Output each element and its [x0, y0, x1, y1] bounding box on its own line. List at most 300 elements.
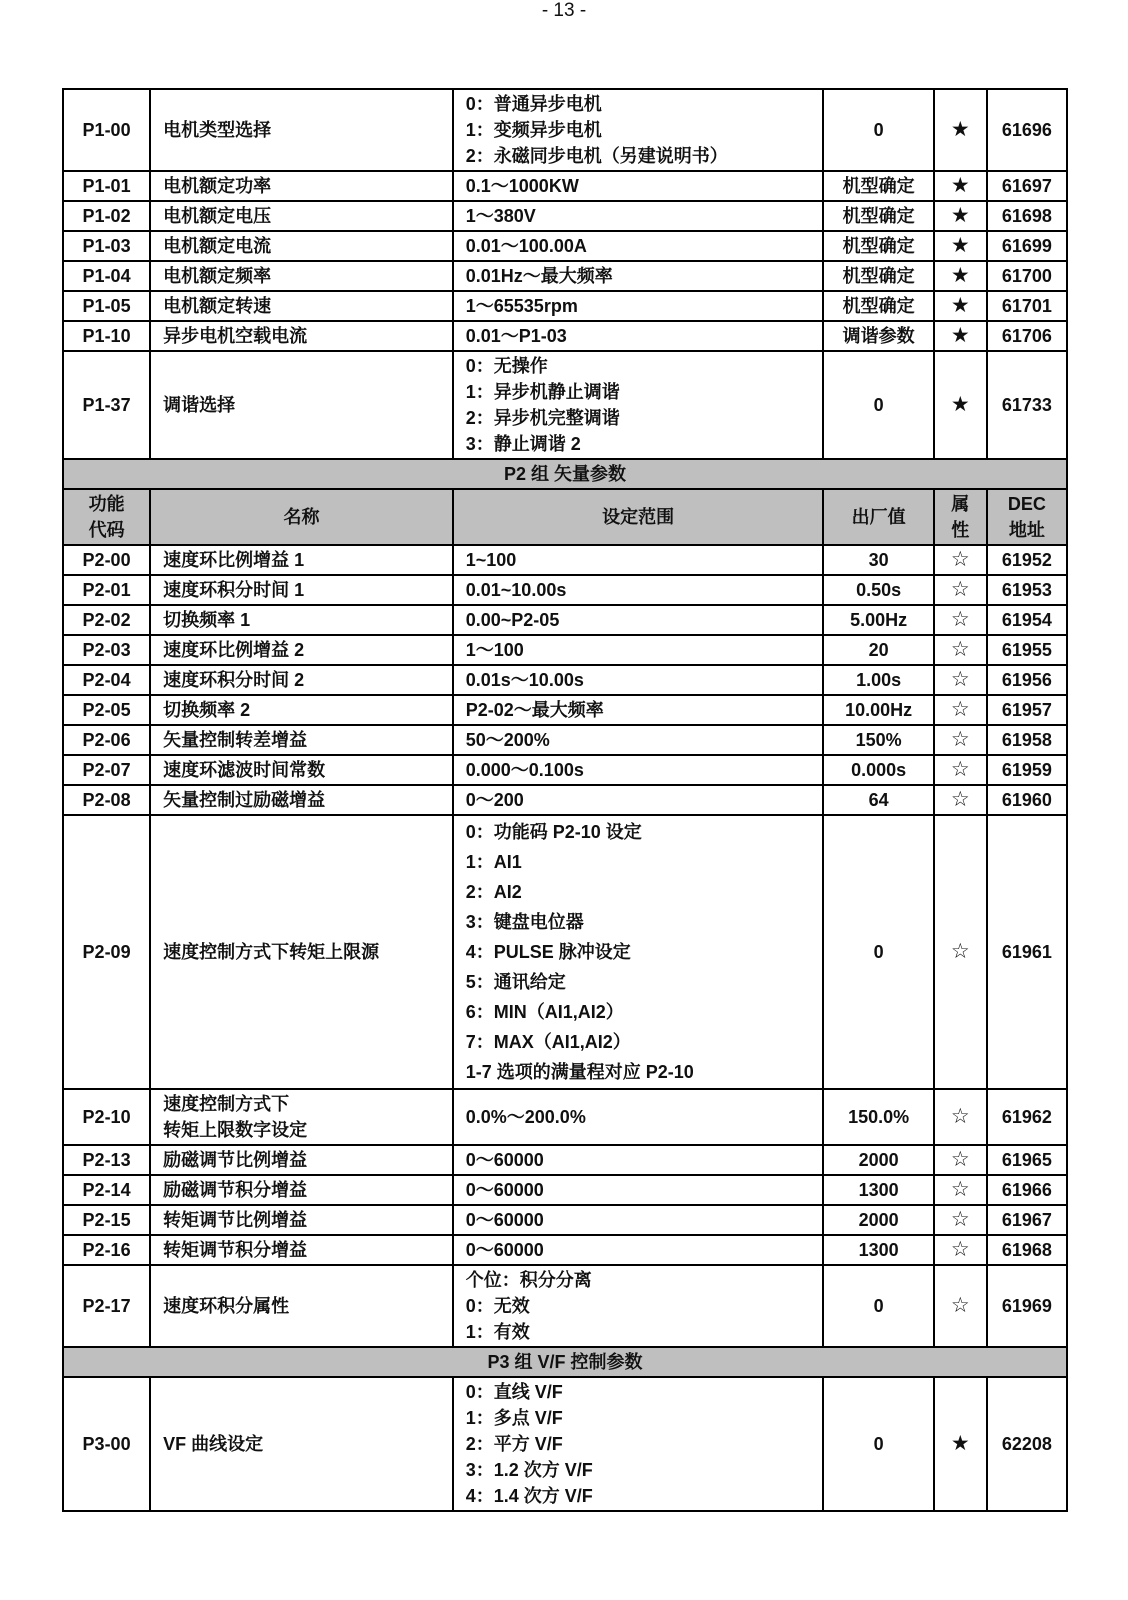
open-star-icon: ☆	[950, 1238, 970, 1261]
cell-range-text: 0～60000	[465, 1180, 544, 1200]
cell-name-text: 速度环积分时间 2	[163, 670, 305, 690]
cell-code-text: P2-03	[82, 640, 131, 660]
cell-code	[64, 606, 149, 634]
cell-range-text: 个位：积分分离	[465, 1270, 592, 1290]
cell-addr-text: 61957	[1001, 700, 1052, 720]
cell-range	[452, 1146, 823, 1174]
cell-addr	[986, 232, 1066, 260]
cell-range	[452, 1206, 823, 1234]
cell-default	[822, 232, 932, 260]
cell-code	[64, 1090, 149, 1144]
cell-addr	[986, 262, 1066, 290]
cell-name-text: 速度环积分时间 1	[163, 580, 305, 600]
cell-attr	[933, 1146, 986, 1174]
cell-addr-text: 62208	[1001, 1434, 1052, 1454]
cell-range-text: 0.01Hz～最大频率	[465, 266, 613, 286]
table-row-P2-02	[64, 606, 1066, 636]
cell-addr-text: 61962	[1001, 1107, 1052, 1127]
cell-name-text: 电机额定电流	[163, 236, 272, 256]
column-header-text: 性	[951, 520, 970, 540]
cell-name-text: 速度环比例增益 1	[163, 550, 305, 570]
cell-default-text: 机型确定	[842, 206, 915, 226]
cell-addr-text: 61956	[1001, 670, 1052, 690]
cell-code	[64, 1378, 149, 1510]
cell-range	[452, 1266, 823, 1346]
cell-addr-text: 61701	[1001, 296, 1052, 316]
cell-range-text: 5：通讯给定	[465, 972, 566, 992]
cell-range-text: 0～60000	[465, 1210, 544, 1230]
cell-range-text: 50～200%	[465, 730, 550, 750]
cell-addr-text: 61697	[1001, 176, 1052, 196]
cell-addr	[986, 172, 1066, 200]
cell-default-text: 机型确定	[842, 296, 915, 316]
cell-default-text: 0	[873, 120, 884, 140]
cell-name	[149, 1206, 452, 1234]
cell-addr	[986, 546, 1066, 574]
open-star-icon: ☆	[950, 548, 970, 571]
cell-range	[452, 172, 823, 200]
cell-attr	[933, 1090, 986, 1144]
cell-attr	[933, 322, 986, 350]
cell-code-text: P2-02	[82, 610, 131, 630]
cell-range-text: 0：无效	[465, 1296, 530, 1316]
cell-name-text: 速度环比例增益 2	[163, 640, 305, 660]
filled-star-icon: ★	[950, 393, 970, 416]
cell-addr	[986, 1206, 1066, 1234]
cell-range-text: 6：MIN（AI1,AI2）	[465, 1002, 624, 1022]
filled-star-icon: ★	[950, 1432, 970, 1455]
cell-range-text: 0.01～P1-03	[465, 326, 567, 346]
cell-addr	[986, 606, 1066, 634]
cell-addr	[986, 756, 1066, 784]
cell-range	[452, 90, 823, 170]
column-header-text: 功能	[88, 494, 125, 514]
cell-addr-text: 61969	[1001, 1296, 1052, 1316]
cell-code-text: P2-17	[82, 1296, 131, 1316]
cell-default	[822, 292, 932, 320]
table-row-P1-01	[64, 172, 1066, 202]
table-row-P2-10	[64, 1090, 1066, 1146]
table-row-P1-03	[64, 232, 1066, 262]
cell-code-text: P1-02	[82, 206, 131, 226]
cell-addr	[986, 1236, 1066, 1264]
table-row-P2-09	[64, 816, 1066, 1090]
cell-code	[64, 786, 149, 814]
cell-attr	[933, 546, 986, 574]
cell-default	[822, 726, 932, 754]
column-header-text: 设定范围	[602, 507, 675, 527]
open-star-icon: ☆	[950, 1208, 970, 1231]
cell-code-text: P1-03	[82, 236, 131, 256]
filled-star-icon: ★	[950, 294, 970, 317]
cell-range-text: 0：普通异步电机	[465, 94, 602, 114]
cell-code	[64, 726, 149, 754]
filled-star-icon: ★	[950, 204, 970, 227]
table-row-P2-08	[64, 786, 1066, 816]
cell-default	[822, 1206, 932, 1234]
cell-range-text: 1：有效	[465, 1322, 530, 1342]
cell-attr	[933, 172, 986, 200]
cell-default-text: 10.00Hz	[845, 700, 913, 720]
cell-name-text: 矢量控制过励磁增益	[163, 790, 326, 810]
cell-addr-text: 61696	[1001, 120, 1052, 140]
cell-addr	[986, 816, 1066, 1088]
column-header-name	[149, 490, 452, 544]
filled-star-icon: ★	[950, 118, 970, 141]
cell-name	[149, 636, 452, 664]
open-star-icon: ☆	[950, 1148, 970, 1171]
cell-name	[149, 322, 452, 350]
table-row-P2-03	[64, 636, 1066, 666]
cell-range-text: 4：1.4 次方 V/F	[465, 1486, 593, 1506]
cell-name	[149, 546, 452, 574]
cell-code	[64, 352, 149, 458]
cell-default	[822, 1146, 932, 1174]
table-row-P2-14	[64, 1176, 1066, 1206]
cell-addr-text: 61953	[1001, 580, 1052, 600]
table-row-P2-05	[64, 696, 1066, 726]
cell-range-text: 0.01～100.00A	[465, 236, 587, 256]
cell-default-text: 0	[873, 1434, 884, 1454]
cell-name	[149, 232, 452, 260]
cell-attr	[933, 636, 986, 664]
cell-attr	[933, 726, 986, 754]
cell-range	[452, 1236, 823, 1264]
cell-range-text: 0.01s～10.00s	[465, 670, 584, 690]
cell-range-text: 1～380V	[465, 206, 536, 226]
cell-code	[64, 90, 149, 170]
cell-default	[822, 172, 932, 200]
cell-default-text: 机型确定	[842, 236, 915, 256]
cell-range	[452, 262, 823, 290]
cell-name	[149, 1378, 452, 1510]
open-star-icon: ☆	[950, 758, 970, 781]
cell-attr	[933, 232, 986, 260]
open-star-icon: ☆	[950, 638, 970, 661]
column-header-text: DEC	[1007, 494, 1046, 514]
open-star-icon: ☆	[950, 940, 970, 963]
cell-default	[822, 262, 932, 290]
cell-addr-text: 61967	[1001, 1210, 1052, 1230]
cell-addr-text: 61966	[1001, 1180, 1052, 1200]
cell-default-text: 0	[873, 1296, 884, 1316]
cell-default-text: 150.0%	[848, 1107, 910, 1127]
cell-code	[64, 1206, 149, 1234]
cell-code-text: P1-37	[82, 395, 131, 415]
column-header-row	[64, 490, 1066, 546]
cell-range-text: 3：静止调谐 2	[465, 434, 581, 454]
cell-default	[822, 696, 932, 724]
cell-default-text: 机型确定	[842, 176, 915, 196]
cell-default-text: 0.000s	[851, 760, 907, 780]
cell-default-text: 2000	[858, 1150, 899, 1170]
table-row-P2-00	[64, 546, 1066, 576]
cell-range	[452, 1090, 823, 1144]
cell-default	[822, 322, 932, 350]
cell-name-text: 调谐选择	[163, 395, 236, 415]
cell-addr	[986, 666, 1066, 694]
cell-attr	[933, 352, 986, 458]
cell-name-text: 励磁调节积分增益	[163, 1180, 308, 1200]
cell-code	[64, 696, 149, 724]
cell-code	[64, 262, 149, 290]
cell-range-text: 0.01~10.00s	[465, 580, 567, 600]
cell-default	[822, 1176, 932, 1204]
filled-star-icon: ★	[950, 324, 970, 347]
cell-range	[452, 202, 823, 230]
table-row-P2-06	[64, 726, 1066, 756]
cell-range-text: 2：平方 V/F	[465, 1434, 563, 1454]
table-row-P1-05	[64, 292, 1066, 322]
cell-addr	[986, 1176, 1066, 1204]
cell-addr	[986, 202, 1066, 230]
cell-code-text: P1-05	[82, 296, 131, 316]
cell-range-text: 1-7 选项的满量程对应 P2-10	[465, 1062, 694, 1082]
cell-name	[149, 1236, 452, 1264]
column-header-code	[64, 490, 149, 544]
column-header-addr	[986, 490, 1066, 544]
cell-attr	[933, 202, 986, 230]
cell-range	[452, 636, 823, 664]
cell-code	[64, 232, 149, 260]
table-row-P2-04	[64, 666, 1066, 696]
cell-default	[822, 1378, 932, 1510]
table-row-P2-13	[64, 1146, 1066, 1176]
cell-code	[64, 202, 149, 230]
cell-addr	[986, 786, 1066, 814]
cell-code-text: P2-04	[82, 670, 131, 690]
cell-code	[64, 1146, 149, 1174]
cell-name	[149, 1146, 452, 1174]
cell-attr	[933, 1266, 986, 1346]
open-star-icon: ☆	[950, 728, 970, 751]
cell-default-text: 5.00Hz	[850, 610, 908, 630]
cell-addr	[986, 696, 1066, 724]
cell-default	[822, 606, 932, 634]
cell-name-text: 速度环积分属性	[163, 1296, 290, 1316]
cell-addr-text: 61699	[1001, 236, 1052, 256]
cell-name-text: 切换频率 2	[163, 700, 251, 720]
cell-addr	[986, 1146, 1066, 1174]
cell-range	[452, 816, 823, 1088]
page-number: - 13 -	[541, 0, 587, 21]
cell-range	[452, 322, 823, 350]
group-header: P2 组 矢量参数	[64, 460, 1066, 490]
open-star-icon: ☆	[950, 578, 970, 601]
cell-default	[822, 1090, 932, 1144]
cell-range-text: 0：无操作	[465, 356, 548, 376]
cell-code	[64, 666, 149, 694]
cell-default	[822, 1266, 932, 1346]
table-row-P1-10	[64, 322, 1066, 352]
cell-code	[64, 1266, 149, 1346]
cell-range	[452, 1176, 823, 1204]
table-row-P1-37	[64, 352, 1066, 460]
open-star-icon: ☆	[950, 1178, 970, 1201]
cell-range-text: 0.000～0.100s	[465, 760, 584, 780]
cell-name-text: 电机额定转速	[163, 296, 272, 316]
cell-range-text: 2：AI2	[465, 882, 522, 902]
open-star-icon: ☆	[950, 698, 970, 721]
table-row-P3-00	[64, 1378, 1066, 1510]
cell-range	[452, 576, 823, 604]
cell-range-text: 3：1.2 次方 V/F	[465, 1460, 593, 1480]
cell-range-text: 2：永磁同步电机（另建说明书）	[465, 146, 728, 166]
cell-code-text: P1-04	[82, 266, 131, 286]
cell-default-text: 150%	[855, 730, 902, 750]
cell-name-text: 励磁调节比例增益	[163, 1150, 308, 1170]
cell-addr-text: 61952	[1001, 550, 1052, 570]
cell-name-text: 电机额定电压	[163, 206, 272, 226]
table-row-P1-00	[64, 90, 1066, 172]
cell-code	[64, 322, 149, 350]
cell-code	[64, 172, 149, 200]
cell-name	[149, 606, 452, 634]
cell-addr	[986, 726, 1066, 754]
cell-range-text: 0.0%～200.0%	[465, 1107, 586, 1127]
cell-name-text: 速度控制方式下	[163, 1094, 290, 1114]
cell-name-text: 转矩调节积分增益	[163, 1240, 308, 1260]
cell-name	[149, 576, 452, 604]
cell-range-text: 0.00~P2-05	[465, 610, 560, 630]
cell-range-text: 1：异步机静止调谐	[465, 382, 620, 402]
cell-code-text: P2-09	[82, 942, 131, 962]
cell-code-text: P2-06	[82, 730, 131, 750]
cell-name-text: 电机类型选择	[163, 120, 272, 140]
filled-star-icon: ★	[950, 234, 970, 257]
cell-default-text: 30	[868, 550, 889, 570]
cell-attr	[933, 90, 986, 170]
cell-code-text: P2-01	[82, 580, 131, 600]
column-header-attr	[933, 490, 986, 544]
cell-addr-text: 61961	[1001, 942, 1052, 962]
cell-range-text: 0～200	[465, 790, 524, 810]
cell-attr	[933, 1378, 986, 1510]
cell-range-text: 1～100	[465, 640, 524, 660]
cell-attr	[933, 1206, 986, 1234]
cell-default-text: 0.50s	[856, 580, 902, 600]
cell-code	[64, 546, 149, 574]
cell-range-text: 2：异步机完整调谐	[465, 408, 620, 428]
group-header: P3 组 V/F 控制参数	[64, 1348, 1066, 1378]
cell-default-text: 2000	[858, 1210, 899, 1230]
cell-addr-text: 61955	[1001, 640, 1052, 660]
cell-default-text: 调谐参数	[842, 326, 915, 346]
cell-name-text: 转矩上限数字设定	[163, 1120, 308, 1140]
cell-code	[64, 1236, 149, 1264]
cell-addr-text: 61959	[1001, 760, 1052, 780]
cell-code-text: P1-01	[82, 176, 131, 196]
cell-addr	[986, 352, 1066, 458]
cell-code	[64, 1176, 149, 1204]
cell-code-text: P1-10	[82, 326, 131, 346]
cell-attr	[933, 606, 986, 634]
column-header-text: 名称	[283, 507, 320, 527]
open-star-icon: ☆	[950, 608, 970, 631]
cell-code	[64, 636, 149, 664]
cell-range	[452, 786, 823, 814]
cell-attr	[933, 666, 986, 694]
cell-name	[149, 756, 452, 784]
cell-range	[452, 292, 823, 320]
table-row-P1-04	[64, 262, 1066, 292]
cell-range-text: P2-02～最大频率	[465, 700, 604, 720]
cell-default-text: 机型确定	[842, 266, 915, 286]
cell-addr-text: 61968	[1001, 1240, 1052, 1260]
cell-name	[149, 1090, 452, 1144]
column-header-text: 属	[951, 494, 970, 514]
cell-addr	[986, 1090, 1066, 1144]
cell-range-text: 7：MAX（AI1,AI2）	[465, 1032, 631, 1052]
cell-attr	[933, 576, 986, 604]
cell-name	[149, 172, 452, 200]
cell-name-text: 电机额定功率	[163, 176, 272, 196]
cell-name	[149, 816, 452, 1088]
cell-code	[64, 292, 149, 320]
cell-addr-text: 61706	[1001, 326, 1052, 346]
cell-default	[822, 816, 932, 1088]
open-star-icon: ☆	[950, 788, 970, 811]
cell-name	[149, 666, 452, 694]
cell-range	[452, 546, 823, 574]
cell-name-text: 异步电机空载电流	[163, 326, 308, 346]
column-header-default	[822, 490, 932, 544]
cell-name	[149, 786, 452, 814]
cell-default-text: 0	[873, 395, 884, 415]
cell-name	[149, 90, 452, 170]
table-row-P2-15	[64, 1206, 1066, 1236]
cell-range	[452, 666, 823, 694]
cell-name	[149, 696, 452, 724]
filled-star-icon: ★	[950, 264, 970, 287]
cell-name-text: 速度环滤波时间常数	[163, 760, 326, 780]
cell-range	[452, 232, 823, 260]
cell-range	[452, 352, 823, 458]
cell-default-text: 64	[868, 790, 889, 810]
open-star-icon: ☆	[950, 1294, 970, 1317]
cell-range	[452, 1378, 823, 1510]
cell-addr-text: 61700	[1001, 266, 1052, 286]
cell-addr-text: 61954	[1001, 610, 1052, 630]
cell-code-text: P2-13	[82, 1150, 131, 1170]
cell-default	[822, 90, 932, 170]
cell-attr	[933, 756, 986, 784]
open-star-icon: ☆	[950, 668, 970, 691]
cell-range-text: 0.1～1000KW	[465, 176, 579, 196]
cell-range-text: 1：变频异步电机	[465, 120, 602, 140]
cell-range-text: 3：键盘电位器	[465, 912, 584, 932]
cell-range-text: 0：功能码 P2-10 设定	[465, 822, 642, 842]
cell-range	[452, 696, 823, 724]
cell-addr	[986, 322, 1066, 350]
column-header-text: 代码	[88, 520, 125, 540]
cell-name-text: 矢量控制转差增益	[163, 730, 308, 750]
cell-code-text: P2-14	[82, 1180, 131, 1200]
cell-addr	[986, 292, 1066, 320]
cell-name-text: 电机额定频率	[163, 266, 272, 286]
cell-addr	[986, 1266, 1066, 1346]
cell-code-text: P2-07	[82, 760, 131, 780]
cell-default	[822, 756, 932, 784]
cell-default	[822, 636, 932, 664]
cell-code-text: P1-00	[82, 120, 131, 140]
cell-default-text: 1300	[858, 1240, 899, 1260]
cell-code	[64, 756, 149, 784]
cell-name	[149, 726, 452, 754]
cell-attr	[933, 1176, 986, 1204]
cell-name	[149, 262, 452, 290]
cell-default-text: 20	[868, 640, 889, 660]
